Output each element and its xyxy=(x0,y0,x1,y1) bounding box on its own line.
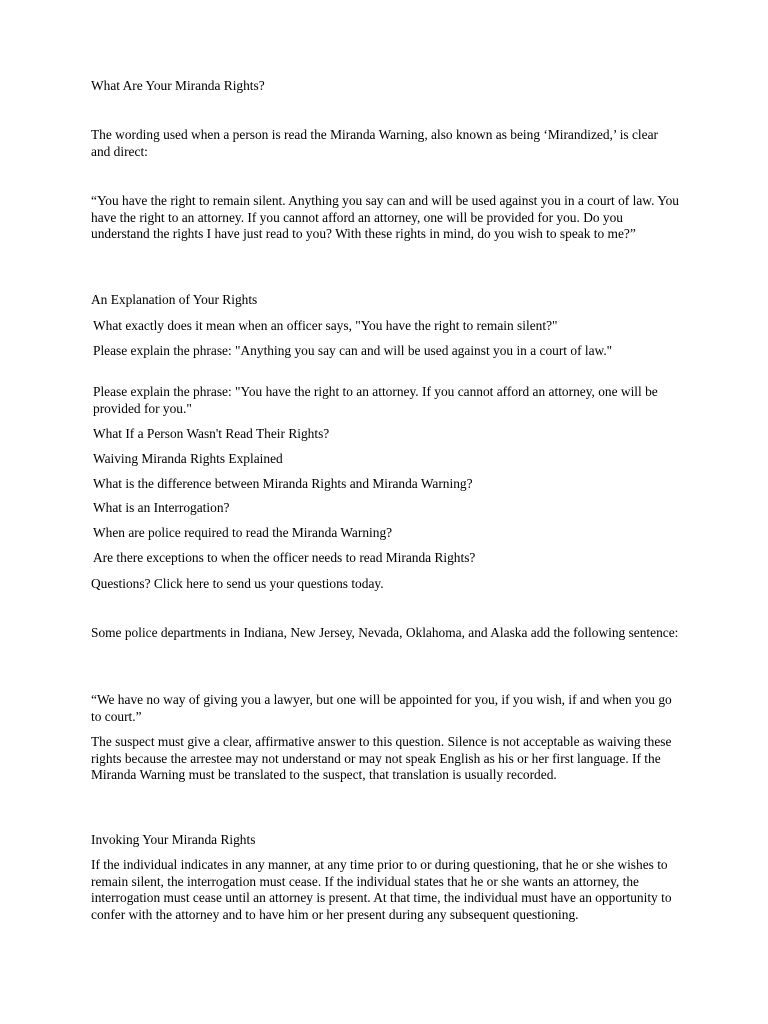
question-not-read-rights-link[interactable]: What If a Person Wasn't Read Their Rights? xyxy=(93,426,330,441)
invoking-heading: Invoking Your Miranda Rights xyxy=(91,832,256,847)
question-exceptions-link[interactable]: Are there exceptions to when the officer needs to read Miranda Rights? xyxy=(93,550,476,565)
questions-cta-link[interactable]: Questions? Click here to send us your questions today. xyxy=(91,576,384,591)
question-when-required-link[interactable]: When are police required to read the Miranda Warning? xyxy=(93,525,393,540)
question-right-to-attorney-link[interactable]: Please explain the phrase: "You have the right to an attorney. If you cannot afford an attorney, one will be provided for you." xyxy=(93,384,658,416)
states-intro-paragraph: Some police departments in Indiana, New Jersey, Nevada, Oklahoma, and Alaska add the following sentence: xyxy=(91,625,679,640)
added-sentence-quote: “We have no way of giving you a lawyer, but one will be appointed for you, if you wish, if and when you go to court.” xyxy=(91,692,672,724)
explanation-heading: An Explanation of Your Rights xyxy=(91,292,258,307)
question-anything-you-say-link[interactable]: Please explain the phrase: "Anything you say can and will be used against you in a court of law." xyxy=(93,343,613,358)
question-interrogation-link[interactable]: What is an Interrogation? xyxy=(93,500,230,515)
question-rights-vs-warning-link[interactable]: What is the difference between Miranda Rights and Miranda Warning? xyxy=(93,476,473,491)
intro-paragraph: The wording used when a person is read the Miranda Warning, also known as being ‘Mirandized,’ is clear and direct: xyxy=(91,127,658,159)
invoking-paragraph: If the individual indicates in any manner, at any time prior to or during questioning, that he or she wishes to remain silent, the interrogation must cease. If the individual states that he or she wants an attorney, the interrogation must cease until an attorney is present. At that time, the individual must have an opportunity to confer with the attorney and to have him or her present during any subsequent questioning. xyxy=(91,857,672,922)
question-remain-silent-link[interactable]: What exactly does it mean when an officer says, "You have the right to remain silent?" xyxy=(93,318,558,333)
warning-quote: “You have the right to remain silent. Anything you say can and will be used against you in a court of law. You have the right to an attorney. If you cannot afford an attorney, one will be provided for you. Do you understand the rights I have just read to you? With these rights in mind, do you wish to speak to me?” xyxy=(91,193,679,241)
question-waiving-rights-link[interactable]: Waiving Miranda Rights Explained xyxy=(93,451,283,466)
suspect-paragraph: The suspect must give a clear, affirmative answer to this question. Silence is not acceptable as waiving these rights because the arrestee may not understand or may not speak English as his or her first language. If the Miranda Warning must be translated to the suspect, that translation is usually recorded. xyxy=(91,734,672,782)
document-title: What Are Your Miranda Rights? xyxy=(91,78,265,93)
